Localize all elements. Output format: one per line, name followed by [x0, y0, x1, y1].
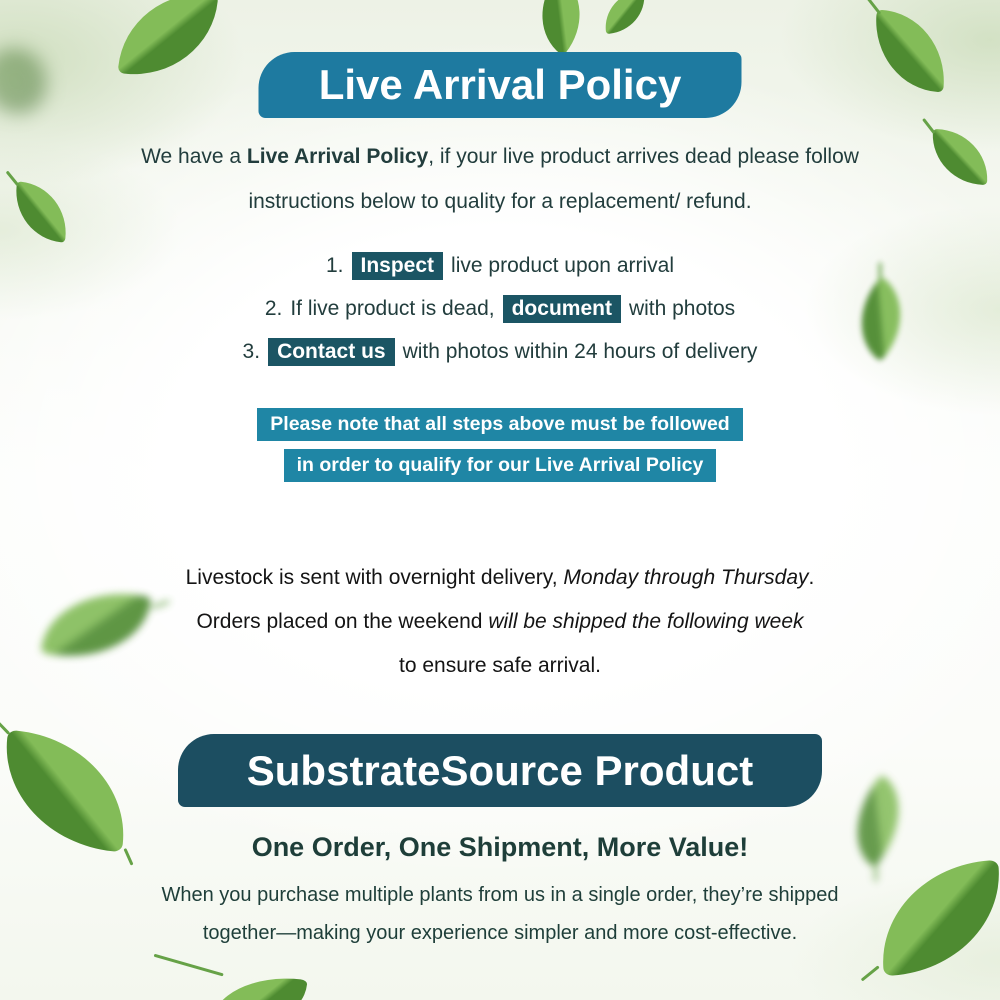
step-highlight: Contact us [268, 338, 395, 366]
value-line-1: When you purchase multiple plants from us in a single order, they’re shipped [161, 884, 839, 906]
leaf-stem [861, 965, 880, 981]
step-text: with photos within 24 hours of delivery [402, 339, 758, 363]
step-item-2 [0, 287, 1000, 330]
step-text: If live product is dead, [290, 296, 495, 320]
shipping-text: . [808, 566, 815, 589]
step-text: live product upon arrival [451, 253, 674, 277]
leaf-blade [118, 0, 219, 83]
intro-line-2: instructions below to quality for a replacement/ refund. [248, 190, 752, 213]
leaf-stem [0, 718, 10, 734]
note-line-1: Please note that all steps above must be followed [257, 408, 742, 441]
leaf-icon [147, 952, 312, 1000]
banner-primary-label: Live Arrival Policy [318, 61, 682, 108]
shipping-italic: Monday through Thursday [563, 566, 809, 589]
leaf-stem [922, 118, 935, 134]
shipping-paragraph [0, 556, 1000, 688]
intro-bold: Live Arrival Policy [246, 145, 429, 168]
leaf-icon [521, 0, 602, 56]
step-number: 2. [264, 296, 283, 320]
intro-pre: We have a [141, 145, 247, 168]
leaf-icon [0, 38, 57, 123]
intro-line-1 [0, 134, 1000, 179]
shipping-italic: will be shipped the following week [488, 610, 804, 633]
step-highlight: Inspect [352, 252, 444, 280]
leaf-stem [867, 0, 882, 15]
shipping-text: Livestock is sent with overnight delivery, [185, 566, 564, 589]
leaf-icon [871, 10, 948, 93]
intro-post: , if your live product arrives dead please follow [428, 145, 859, 168]
step-item-1 [0, 244, 1000, 287]
value-heading: One Order, One Shipment, More Value! [251, 832, 749, 862]
leaf-blade [871, 10, 948, 93]
step-text: with photos [628, 296, 736, 320]
step-item-3 [0, 330, 1000, 373]
step-number: 1. [326, 253, 344, 277]
leaf-icon [602, 0, 648, 34]
note-line-2: in order to qualify for our Live Arrival Policy [284, 449, 717, 482]
leaf-blade [521, 0, 602, 56]
value-line-2: together—making your experience simpler and more cost-effective. [202, 922, 798, 944]
note-block [0, 404, 1000, 486]
leaf-blade [210, 970, 308, 1000]
banner-live-arrival-policy [259, 52, 742, 118]
shipping-text: Orders placed on the weekend [196, 610, 489, 633]
leaf-stem [154, 954, 224, 977]
banner-secondary-label: SubstrateSource Product [246, 746, 754, 794]
value-paragraph [0, 876, 1000, 952]
banner-substratesource-product [178, 734, 822, 807]
step-highlight: document [503, 295, 621, 323]
shipping-line-1 [0, 556, 1000, 600]
leaf-blade [602, 0, 648, 34]
leaf-icon [118, 0, 219, 83]
shipping-line-2 [0, 600, 1000, 644]
steps-list [0, 244, 1000, 373]
leaf-blur-shape [0, 38, 57, 123]
step-number: 3. [242, 339, 261, 363]
intro-paragraph [0, 134, 1000, 224]
shipping-line-3: to ensure safe arrival. [399, 654, 601, 677]
